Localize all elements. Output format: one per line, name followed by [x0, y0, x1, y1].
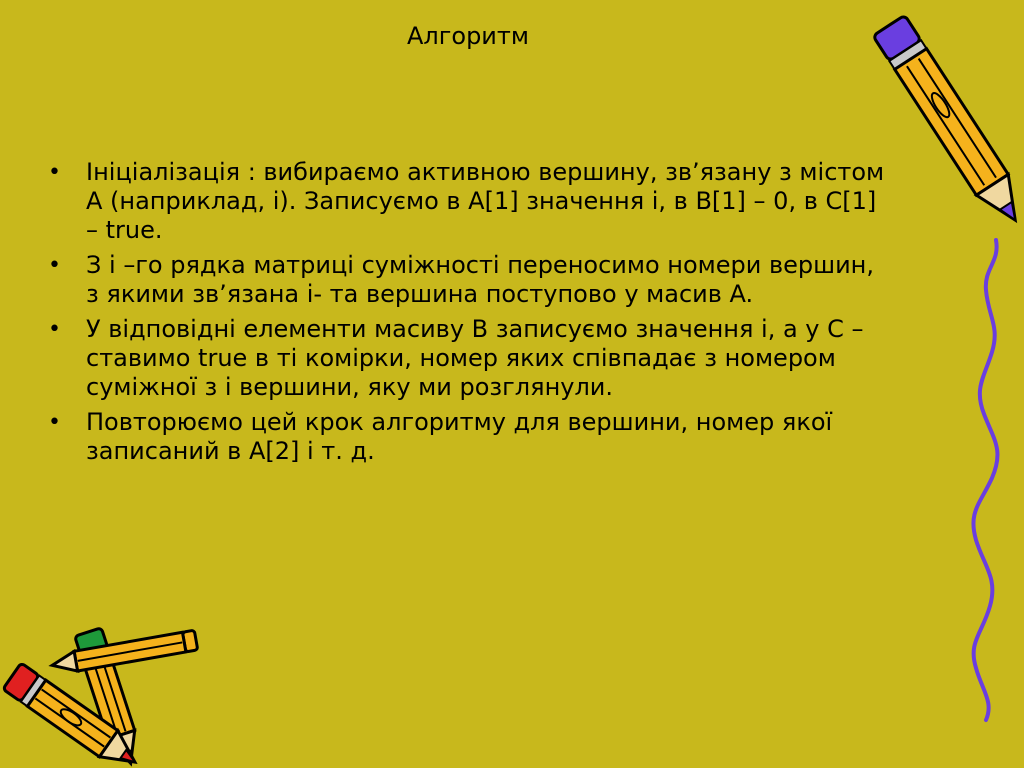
bullet-dot-icon: •: [48, 410, 61, 435]
slide-title: Алгоритм: [407, 22, 529, 50]
bullet-item: [46, 251, 886, 309]
bullet-item: [46, 158, 886, 245]
bullet-dot-icon: •: [48, 253, 61, 278]
bullet-item: [46, 315, 886, 402]
bullet-text: У відповідні елементи масиву B записуємо значення i, а у C – ставимо true в ті комірки, номер яких співпадає з номером суміжної з i вершини, яку ми розглянули.: [86, 315, 864, 401]
bullet-dot-icon: •: [48, 160, 61, 185]
bullet-item: [46, 408, 886, 466]
bullet-dot-icon: •: [48, 317, 61, 342]
bullet-text: Повторюємо цей крок алгоритму для вершини, номер якої записаний в A[2] і т. д.: [86, 408, 833, 465]
bullet-text: З i –го рядка матриці суміжності переносимо номери вершин, з якими зв’язана i- та вершина поступово у масив A.: [86, 251, 875, 308]
bullet-list: [46, 158, 886, 472]
bullet-text: Ініціалізація : вибираємо активною вершину, зв’язану з містом A (наприклад, i). Записуємо в A[1] значення i, в B[1] – 0, в C[1] – true.: [86, 158, 885, 244]
